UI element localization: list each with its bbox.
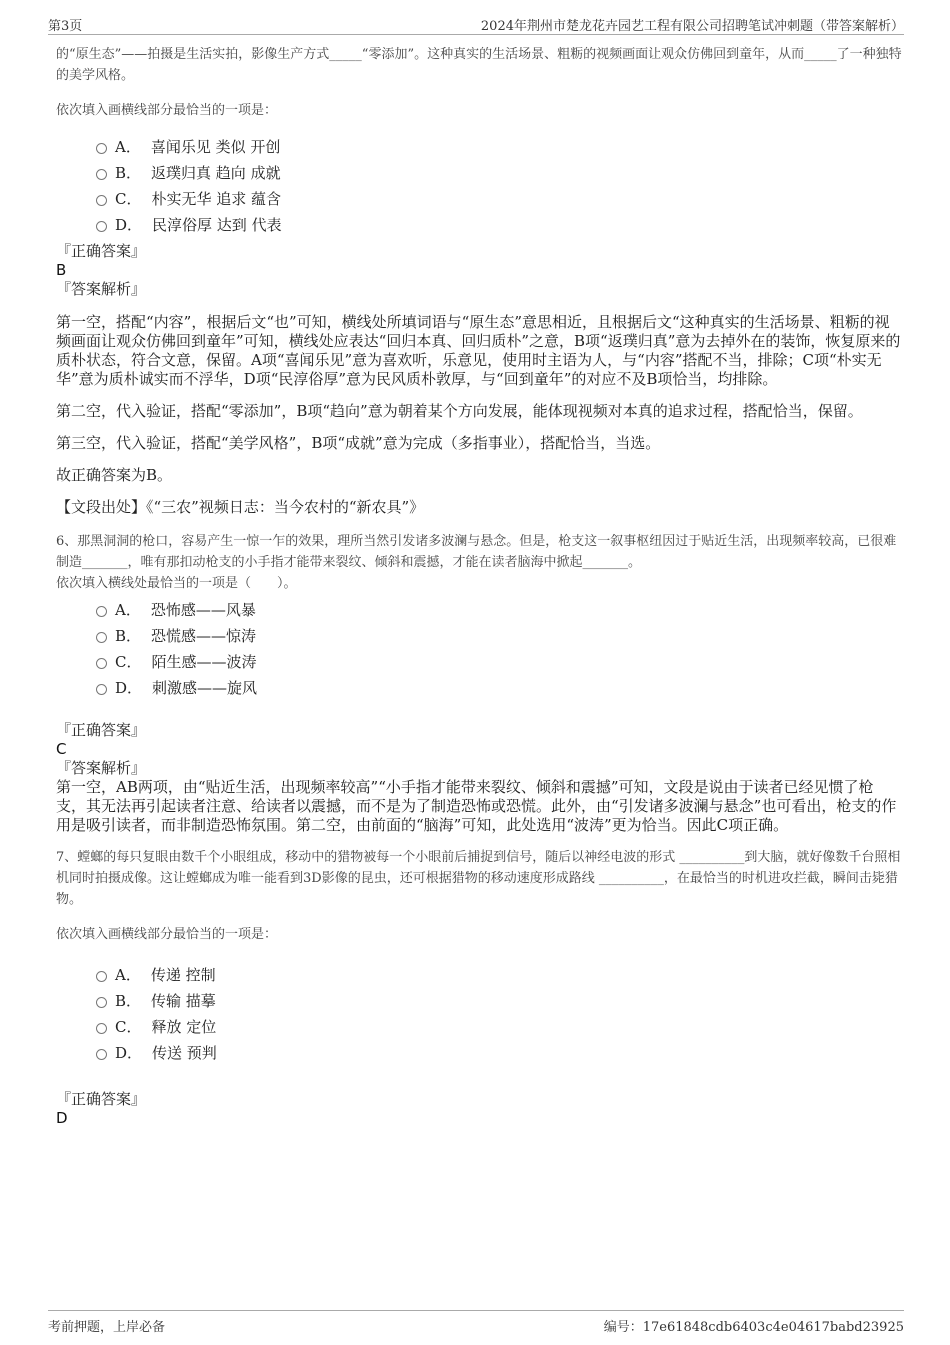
q6-option-b[interactable]: B． 恐慌感——惊涛 [96,622,902,648]
q5-intro: 的“原生态”——拍摄是生活实拍，影像生产方式_____“零添加”。这种真实的生活场景、粗粝的视频画面让观众仿佛回到童年，从而_____了一种独特的美学风格。 [56,47,902,83]
q7-option-b[interactable]: B． 传输 描摹 [96,987,902,1013]
q6-answer: C [56,740,67,758]
q7-prompt: 依次填入画横线部分最恰当的一项是： [56,927,278,942]
q5-option-b[interactable]: B． 返璞归真 趋向 成就 [96,159,902,185]
q5-analysis-2: 第二空，代入验证，搭配“零添加”，B项“趋向”意为朝着某个方向发展，能体现视频对本真的追求过程，搭配恰当，保留。 [56,402,863,420]
q6-options [96,596,902,700]
page-header [48,14,904,35]
q6-option-a[interactable]: A． 恐怖感——风暴 [96,596,902,622]
q6-answer-label: 『正确答案』 [56,721,147,739]
radio-button[interactable] [96,195,107,206]
q7-options [96,961,902,1065]
q5-analysis-4: 故正确答案为B。 [56,466,173,484]
q5-answer-label: 『正确答案』 [56,242,147,260]
q7-stem: 7、螳螂的每只复眼由数千个小眼组成，移动中的猎物被每一个小眼前后捕捉到信号，随后以神经电波的形式 __________到大脑，就好像数千台照相机同时拍摄成像。这让螳螂成为唯一能看到3D影像的昆虫，还可根据猎物的移动速度形成路线 __________，在最恰当的时机进攻拦截，瞬间击毙猎物。 [56,850,901,907]
q5-option-c[interactable]: C． 朴实无华 追求 蕴含 [96,185,902,211]
document-title: 2024年荆州市楚龙花卉园艺工程有限公司招聘笔试冲刺题（带答案解析） [480,19,904,34]
radio-button[interactable] [96,632,107,643]
q6-stem: 6、那黑洞洞的枪口，容易产生一惊一乍的效果，理所当然引发诸多波澜与悬念。但是，枪支这一叙事枢纽因过于贴近生活，出现频率较高，已很难制造_______，唯有那扣动枪支的小手指才能带来裂纹、倾斜和震撼，才能在读者脑海中掀起_______。 [56,534,897,570]
radio-button[interactable] [96,169,107,180]
q5-option-a[interactable]: A． 喜闻乐见 类似 开创 [96,133,902,159]
radio-button[interactable] [96,1023,107,1034]
q5-analysis-3: 第三空，代入验证，搭配“美学风格”，B项“成就”意为完成（多指事业），搭配恰当，当选。 [56,434,661,452]
q5-option-d[interactable]: D． 民淳俗厚 达到 代表 [96,211,902,237]
radio-button[interactable] [96,1049,107,1060]
q6-analysis: 第一空，AB两项，由“贴近生活，出现频率较高”“小手指才能带来裂纹、倾斜和震撼”可知，文段是说由于读者已经见惯了枪支，其无法再引起读者注意、给读者以震撼，而不是为了制造恐怖或恐慌。此外，由“引发诸多波澜与悬念”也可看出，枪支的作用是吸引读者，而非制造恐怖氛围。第二空，由前面的“脑海”可知，此处选用“波涛”更为恰当。因此C项正确。 [56,778,897,834]
radio-button[interactable] [96,997,107,1008]
document-id: 编号：17e61848cdb6403c4e04617babd23925 [603,1320,904,1335]
q5-source: 【文段出处】《“三农”视频日志：当今农村的“新农具”》 [56,498,425,516]
page-number: 第3页 [48,19,83,34]
radio-button[interactable] [96,221,107,232]
radio-button[interactable] [96,684,107,695]
q6-prompt: 依次填入横线处最恰当的一项是（ ）。 [56,576,297,591]
radio-button[interactable] [96,143,107,154]
q7-option-c[interactable]: C． 释放 定位 [96,1013,902,1039]
footer-slogan: 考前押题，上岸必备 [48,1320,166,1335]
page-footer [48,1310,904,1335]
q7-answer: D [56,1109,68,1127]
q6-analysis-label: 『答案解析』 [56,759,147,777]
document-body [56,44,902,1127]
q7-option-d[interactable]: D． 传送 预判 [96,1039,902,1065]
q5-analysis-1: 第一空，搭配“内容”，根据后文“也”可知，横线处所填词语与“原生态”意思相近，且根据后文“这种真实的生活场景、粗粝的视频画面让观众仿佛回到童年”可知，横线处应表达“回归本真、回归质朴”之意，B项“返璞归真”意为去掉外在的装饰，恢复原来的质朴状态，符合文意，保留。A项“喜闻乐见”意为喜欢听，乐意见，使用时主语为人，与“内容”搭配不当，排除；C项“朴实无华”意为质朴诚实而不浮华，D项“民淳俗厚”意为民风质朴敦厚，与“回到童年”的对应不及B项恰当，均排除。 [56,313,901,388]
radio-button[interactable] [96,658,107,669]
radio-button[interactable] [96,606,107,617]
q6-option-c[interactable]: C． 陌生感——波涛 [96,648,902,674]
q5-options [96,133,902,237]
q5-analysis-label: 『答案解析』 [56,280,147,298]
q7-answer-label: 『正确答案』 [56,1090,147,1108]
q5-prompt: 依次填入画横线部分最恰当的一项是： [56,103,278,118]
q6-option-d[interactable]: D． 刺激感——旋风 [96,674,902,700]
q5-answer: B [56,261,67,279]
radio-button[interactable] [96,971,107,982]
q7-option-a[interactable]: A． 传递 控制 [96,961,902,987]
